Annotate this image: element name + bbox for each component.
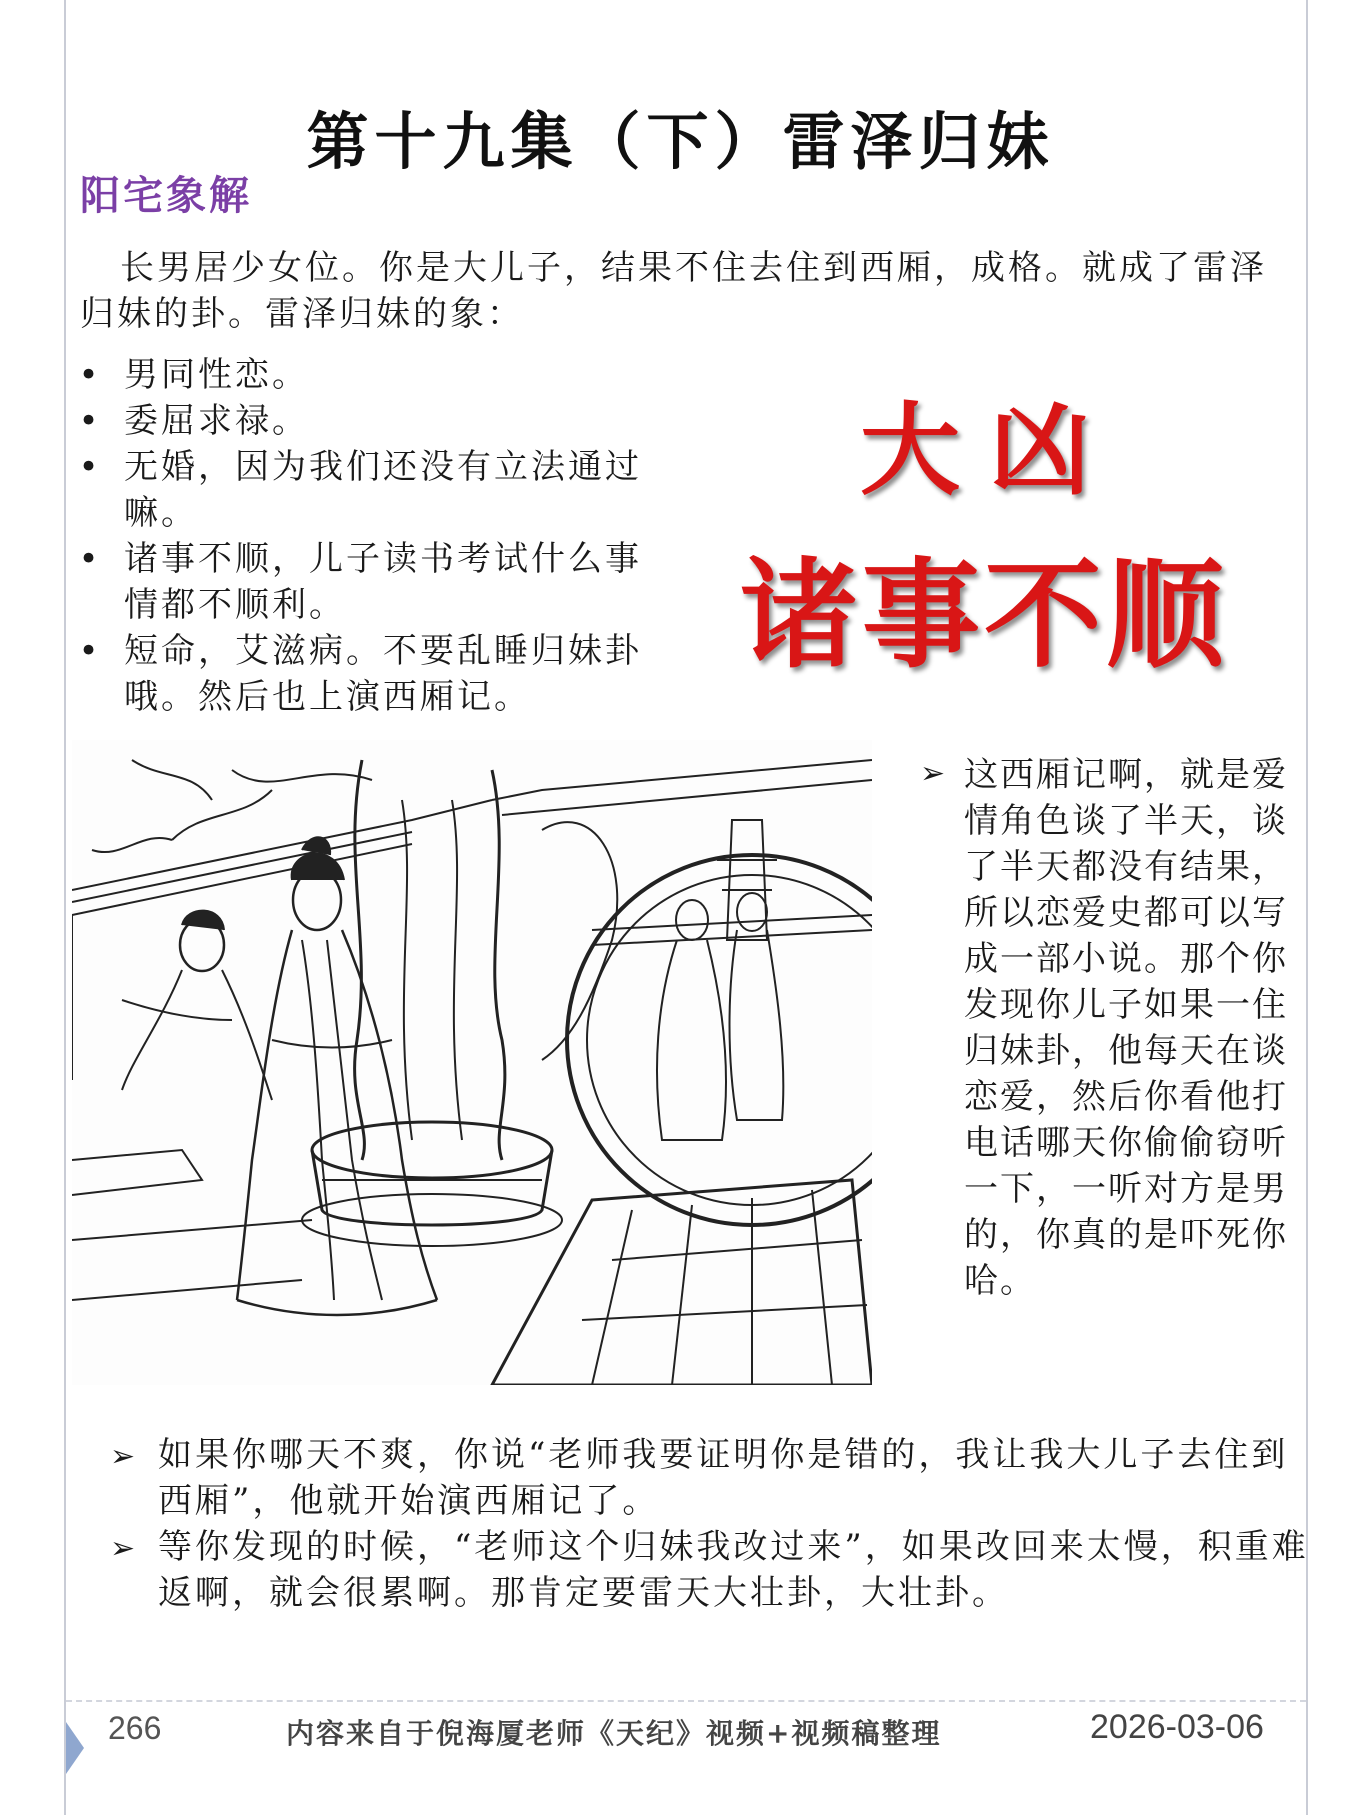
ink-illustration	[72, 740, 872, 1385]
bottom-notes	[110, 1432, 1310, 1616]
list-item: • 诸事不顺，儿子读书考试什么事情都不顺利。	[78, 536, 678, 628]
footer-source: 内容来自于倪海厦老师《天纪》视频+视频稿整理	[286, 1717, 942, 1750]
bullet-dot-icon: •	[78, 355, 102, 395]
badge-line-2: 诸事不顺	[740, 546, 1229, 684]
list-item: • 男同性恋。	[78, 352, 678, 398]
intro-paragraph	[80, 245, 1280, 337]
warning-badge	[740, 360, 1260, 710]
list-item: • 委屈求禄。	[78, 398, 678, 444]
section-heading: 阳宅象解	[80, 172, 252, 219]
bullet-dot-icon: •	[78, 447, 102, 487]
footer-date: 2026-03-06	[1090, 1708, 1264, 1746]
intro-text: 长男居少女位。你是大儿子，结果不住去住到西厢，成格。就成了雷泽归妹的卦。雷泽归妹的象：	[80, 248, 1267, 334]
side-note-text: 这西厢记啊，就是爱情角色谈了半天，谈了半天都没有结果，所以恋爱史都可以写成一部小说。那个你发现你儿子如果一住归妹卦，他每天在谈恋爱，然后你看他打电话哪天你偷偷窃听一下，一听对方是男的，你真的是吓死你哈。	[964, 755, 1288, 1301]
garden-scene-illustration	[72, 740, 872, 1385]
bullet-dot-icon: •	[78, 401, 102, 441]
arrow-right-icon: ➢	[110, 1531, 139, 1566]
arrow-right-icon: ➢	[110, 1439, 139, 1474]
list-item: ➢ 如果你哪天不爽，你说“老师我要证明你是错的，我让我大儿子去住到西厢”，他就开始演西厢记了。	[110, 1435, 1289, 1521]
list-item: • 短命，艾滋病。不要乱睡归妹卦哦。然后也上演西厢记。	[78, 628, 678, 720]
list-item: ➢ 等你发现的时候，“老师这个归妹我改过来”，如果改回来太慢，积重难返啊，就会很累啊。那肯定要雷天大壮卦，大壮卦。	[110, 1527, 1309, 1613]
page-title: 第十九集（下）雷泽归妹	[306, 105, 1055, 178]
bullet-dot-icon: •	[78, 539, 102, 579]
list-item: • 无婚，因为我们还没有立法通过嘛。	[78, 444, 678, 536]
bullet-list	[78, 352, 678, 720]
bullet-dot-icon: •	[78, 631, 102, 671]
page-number: 266	[108, 1710, 162, 1746]
arrow-right-icon: ➢	[920, 756, 946, 791]
page-edge-left	[64, 0, 66, 1815]
badge-line-1: 大凶	[860, 392, 1120, 509]
page-marker-triangle-icon	[66, 1722, 84, 1774]
footer-divider	[66, 1700, 1306, 1702]
